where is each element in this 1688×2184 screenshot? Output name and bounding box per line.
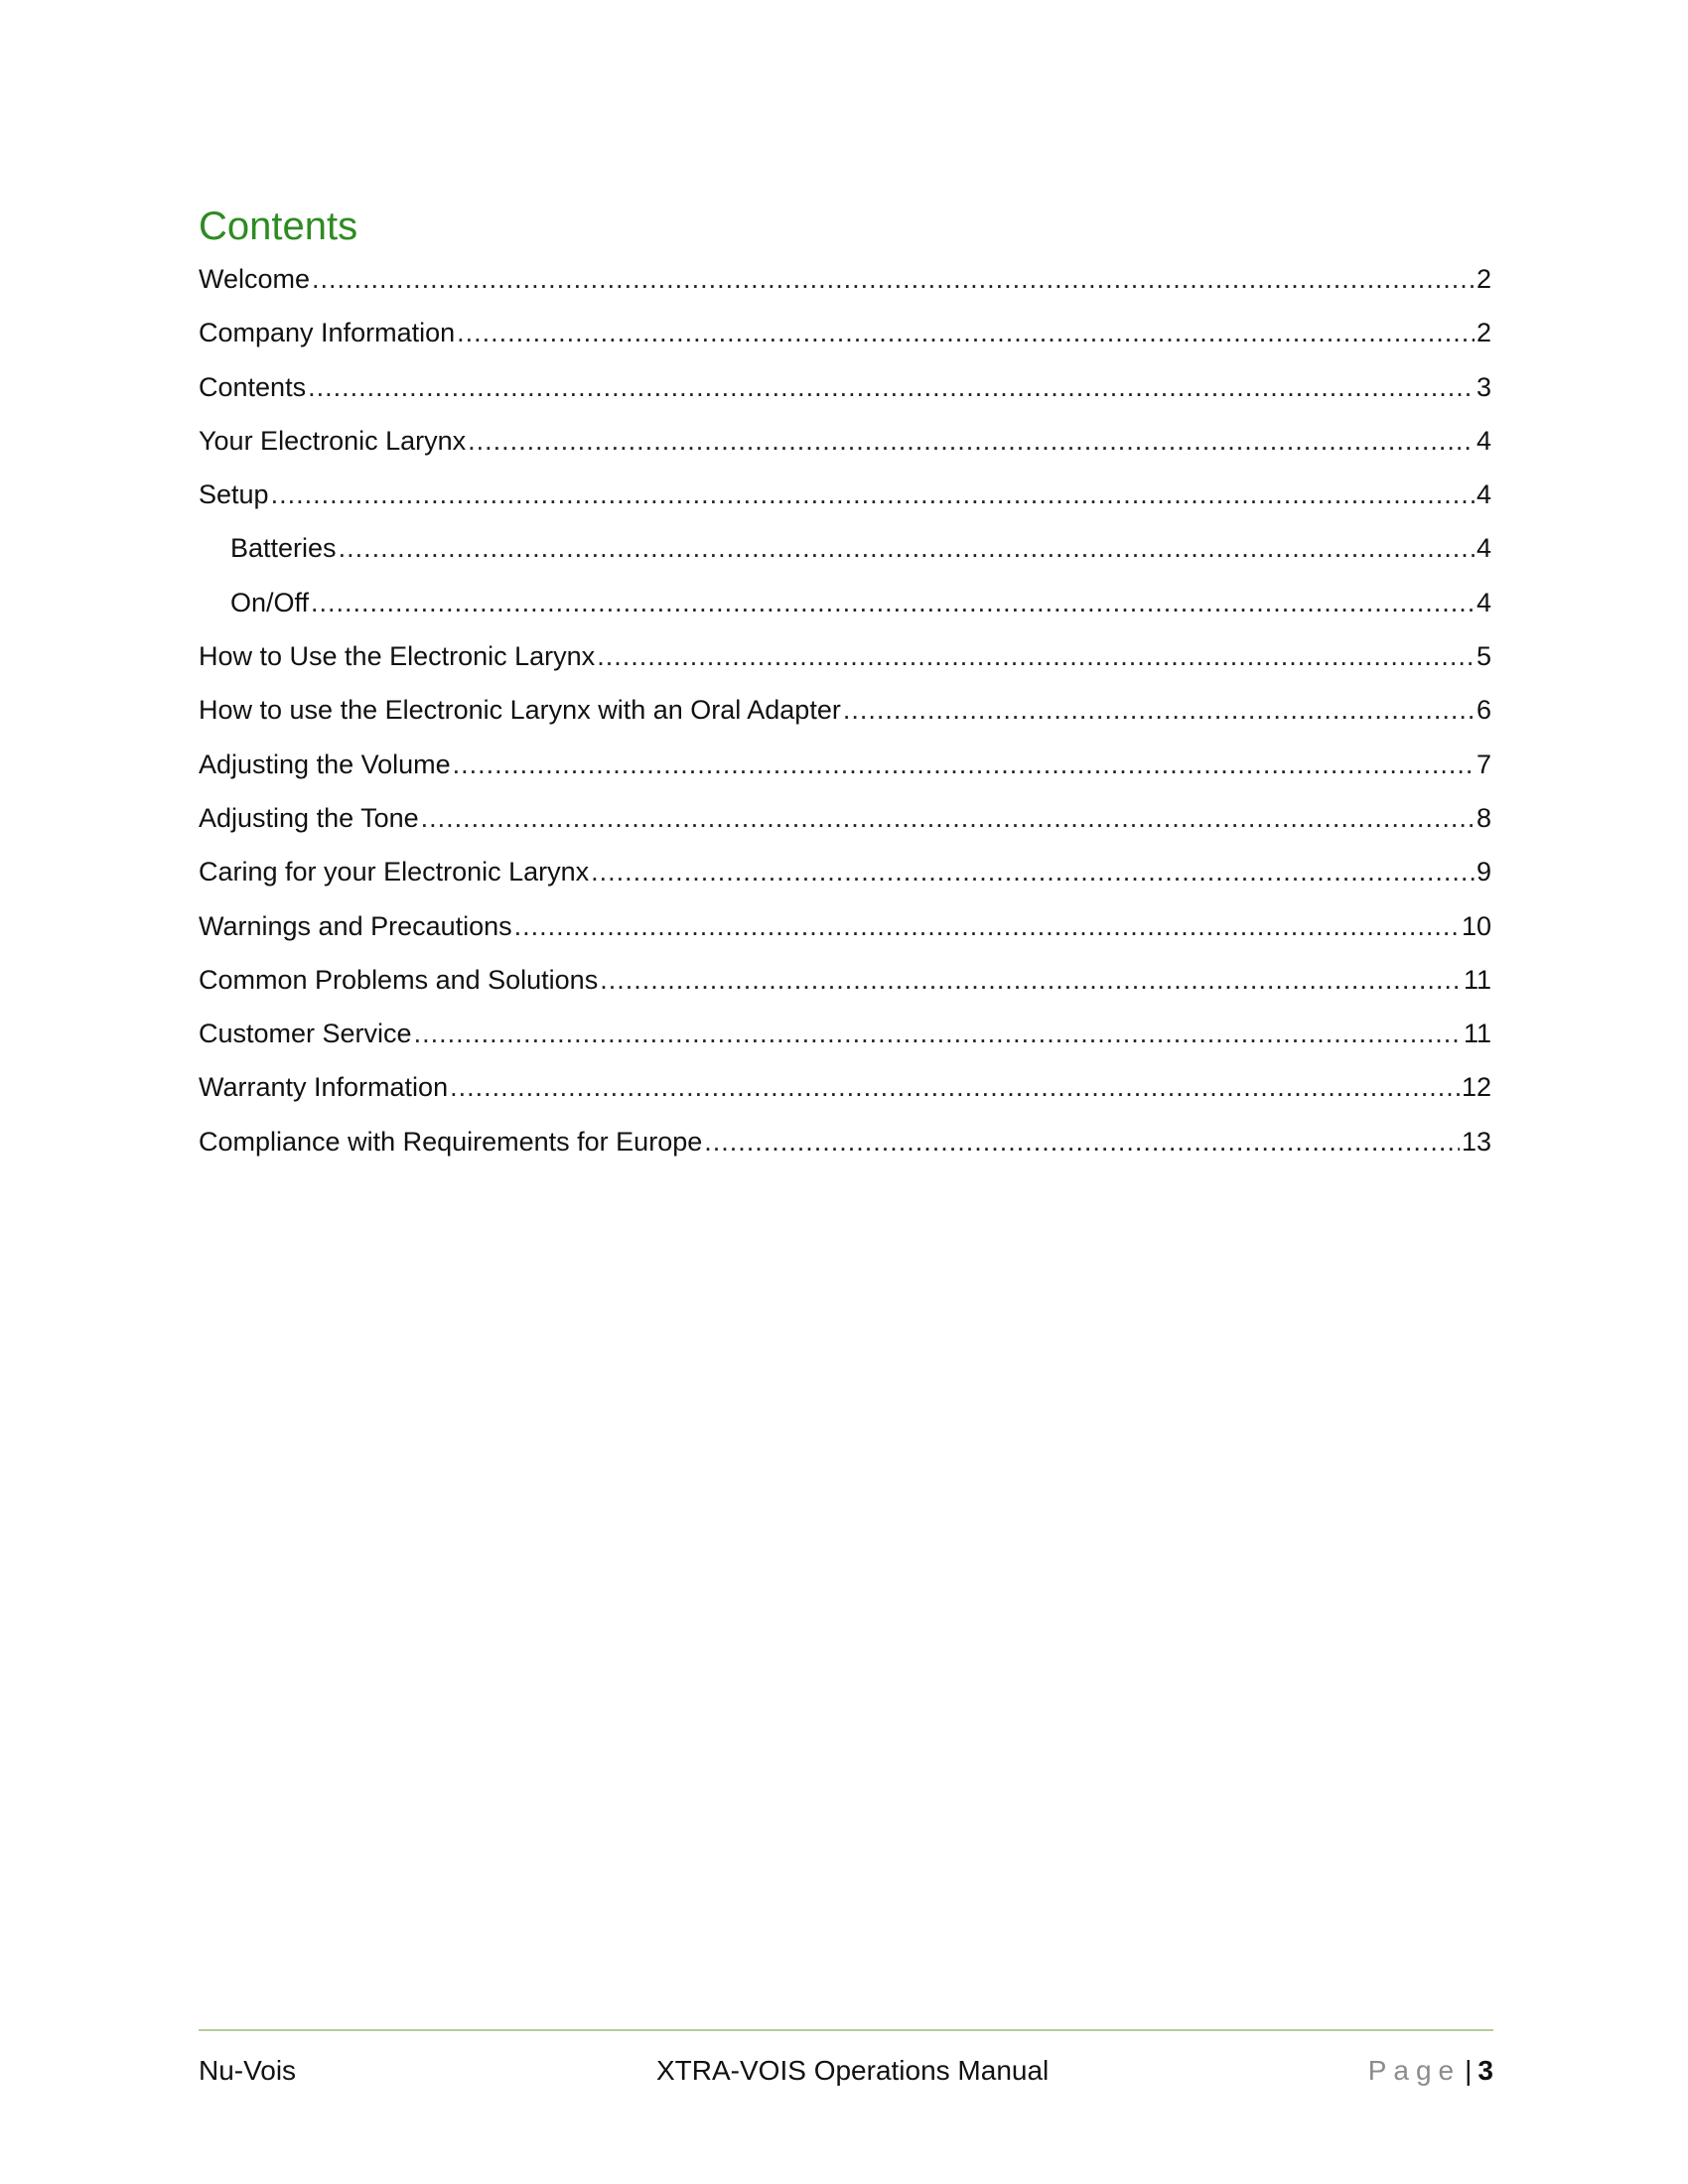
toc-entry-page-number: 5 bbox=[1476, 641, 1491, 672]
toc-dot-leader bbox=[421, 791, 1475, 845]
toc-entry-label: Contents bbox=[199, 371, 307, 402]
footer-company: Nu-Vois bbox=[199, 2055, 297, 2086]
toc-entry[interactable] bbox=[199, 845, 1491, 898]
toc-entry-page-number: 11 bbox=[1463, 1019, 1491, 1049]
toc-entry-label: Compliance with Requirements for Europe bbox=[199, 1126, 703, 1157]
toc-entry[interactable] bbox=[199, 899, 1491, 953]
page-title: Contents bbox=[199, 205, 358, 248]
toc-entry[interactable] bbox=[199, 1115, 1491, 1168]
table-of-contents bbox=[199, 252, 1491, 1168]
toc-dot-leader bbox=[450, 1060, 1460, 1114]
toc-entry-page-number: 4 bbox=[1476, 533, 1491, 564]
toc-entry[interactable] bbox=[199, 414, 1491, 468]
toc-entry[interactable] bbox=[199, 953, 1491, 1007]
toc-entry-page-number: 2 bbox=[1476, 264, 1491, 294]
toc-dot-leader bbox=[600, 953, 1462, 1007]
toc-entry-page-number: 12 bbox=[1461, 1072, 1491, 1103]
toc-entry-label: Batteries bbox=[230, 533, 337, 564]
footer-manual-title: XTRA-VOIS Operations Manual bbox=[656, 2055, 1050, 2086]
toc-dot-leader bbox=[311, 576, 1475, 629]
footer-divider bbox=[199, 2029, 1493, 2031]
toc-entry[interactable] bbox=[199, 521, 1491, 575]
toc-entry-page-number: 7 bbox=[1476, 749, 1491, 779]
toc-entry-page-number: 4 bbox=[1476, 479, 1491, 510]
toc-dot-leader bbox=[468, 414, 1475, 468]
toc-entry-label: Setup bbox=[199, 479, 269, 510]
toc-dot-leader bbox=[704, 1115, 1460, 1168]
toc-entry[interactable] bbox=[199, 1060, 1491, 1114]
toc-entry-page-number: 3 bbox=[1476, 371, 1491, 402]
toc-entry-page-number: 6 bbox=[1476, 695, 1491, 726]
toc-dot-leader bbox=[414, 1007, 1462, 1060]
footer-page-word: Page bbox=[1367, 2055, 1462, 2086]
toc-dot-leader bbox=[843, 683, 1475, 737]
toc-entry[interactable] bbox=[199, 683, 1491, 737]
toc-entry[interactable] bbox=[199, 576, 1491, 629]
toc-entry[interactable] bbox=[199, 738, 1491, 791]
footer-page-indicator bbox=[1368, 2051, 1493, 2091]
toc-dot-leader bbox=[453, 738, 1475, 791]
toc-dot-leader bbox=[514, 899, 1460, 953]
toc-dot-leader bbox=[591, 845, 1475, 898]
page-footer bbox=[199, 2051, 1493, 2091]
toc-entry-page-number: 4 bbox=[1476, 425, 1491, 456]
toc-entry-label: Warnings and Precautions bbox=[199, 910, 512, 941]
toc-entry-page-number: 9 bbox=[1476, 857, 1491, 887]
toc-entry-label: Customer Service bbox=[199, 1019, 412, 1049]
toc-entry-page-number: 10 bbox=[1461, 910, 1491, 941]
toc-entry-page-number: 2 bbox=[1476, 318, 1491, 348]
footer-page-number: 3 bbox=[1477, 2055, 1493, 2086]
toc-entry-label: How to use the Electronic Larynx with an Oral Adapter bbox=[199, 695, 841, 726]
toc-entry[interactable] bbox=[199, 306, 1491, 359]
toc-dot-leader bbox=[308, 360, 1475, 414]
toc-entry-page-number: 8 bbox=[1476, 802, 1491, 833]
toc-entry[interactable] bbox=[199, 791, 1491, 845]
toc-entry-label: How to Use the Electronic Larynx bbox=[199, 641, 596, 672]
toc-entry-label: Welcome bbox=[199, 264, 311, 294]
toc-dot-leader bbox=[457, 306, 1475, 359]
toc-entry-label: Adjusting the Tone bbox=[199, 802, 419, 833]
toc-entry-page-number: 4 bbox=[1476, 587, 1491, 617]
toc-entry[interactable] bbox=[199, 360, 1491, 414]
toc-entry-label: Adjusting the Volume bbox=[199, 749, 451, 779]
footer-separator: | bbox=[1465, 2055, 1473, 2086]
toc-entry-page-number: 11 bbox=[1463, 964, 1491, 995]
toc-dot-leader bbox=[339, 521, 1475, 575]
toc-entry-label: Caring for your Electronic Larynx bbox=[199, 857, 590, 887]
toc-entry[interactable] bbox=[199, 252, 1491, 306]
toc-entry-label: On/Off bbox=[230, 587, 310, 617]
toc-entry-label: Warranty Information bbox=[199, 1072, 449, 1103]
toc-entry[interactable] bbox=[199, 468, 1491, 521]
toc-entry-label: Your Electronic Larynx bbox=[199, 425, 467, 456]
toc-entry-label: Common Problems and Solutions bbox=[199, 964, 599, 995]
toc-entry-page-number: 13 bbox=[1461, 1126, 1491, 1157]
toc-dot-leader bbox=[271, 468, 1475, 521]
toc-dot-leader bbox=[597, 629, 1475, 683]
toc-entry[interactable] bbox=[199, 629, 1491, 683]
toc-dot-leader bbox=[312, 252, 1475, 306]
toc-entry-label: Company Information bbox=[199, 318, 456, 348]
toc-entry[interactable] bbox=[199, 1007, 1491, 1060]
